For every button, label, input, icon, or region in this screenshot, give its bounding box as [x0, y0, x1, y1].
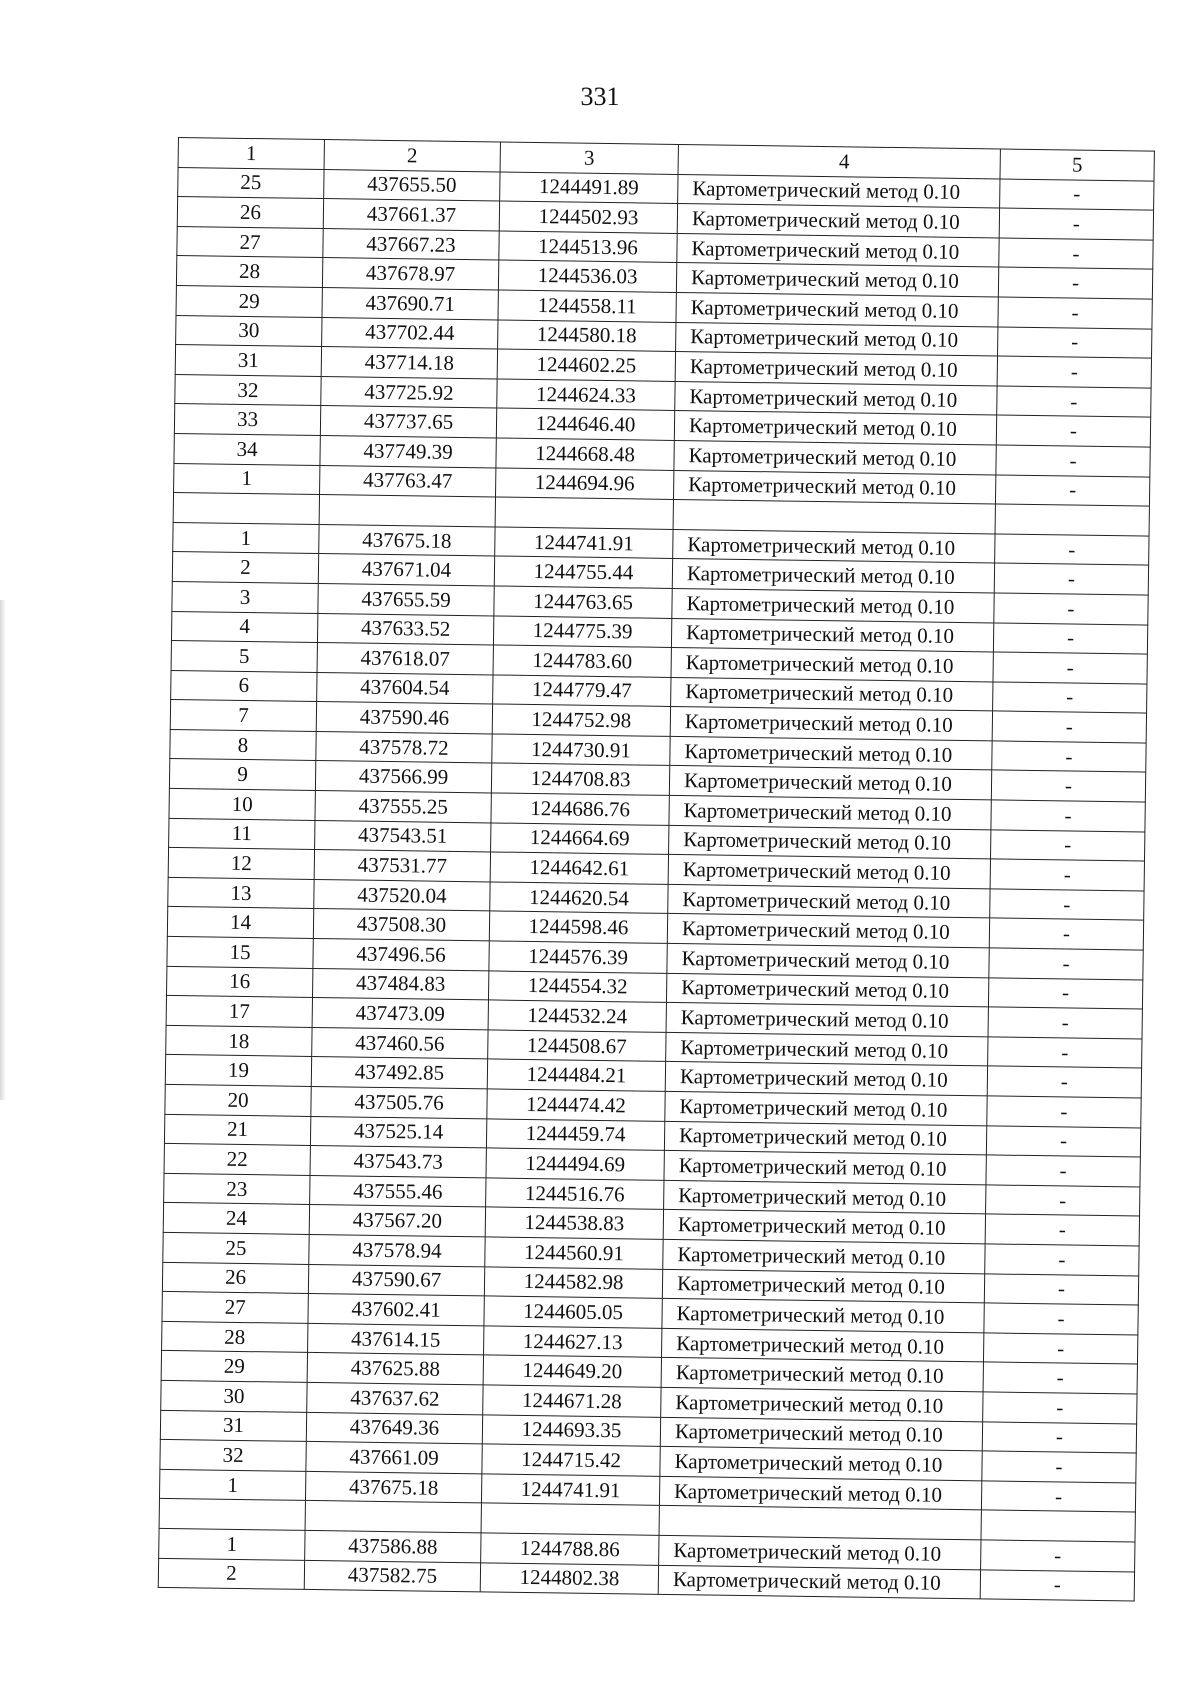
note-cell: -: [994, 563, 1148, 595]
note-cell: -: [998, 327, 1152, 359]
note-cell: -: [990, 830, 1144, 862]
y-coordinate-cell: 1244513.96: [499, 231, 677, 263]
y-coordinate-cell: 1244576.39: [489, 941, 667, 973]
method-cell: Картометрический метод 0.10: [660, 1417, 982, 1451]
y-coordinate-cell: 1244642.61: [490, 852, 668, 884]
note-cell: -: [999, 208, 1153, 240]
x-coordinate-cell: 437590.67: [308, 1264, 484, 1296]
y-coordinate-cell: 1244755.44: [494, 556, 672, 588]
y-coordinate-cell: 1244752.98: [492, 704, 670, 736]
point-number-cell: 29: [176, 285, 322, 317]
note-cell: -: [994, 593, 1148, 625]
note-cell: -: [981, 1540, 1135, 1572]
point-number-cell: 1: [174, 463, 320, 495]
point-number-cell: 33: [174, 404, 320, 436]
point-number-cell: 16: [167, 966, 313, 998]
x-coordinate-cell: 437661.09: [306, 1442, 482, 1474]
method-cell: Картометрический метод 0.10: [664, 1151, 986, 1185]
x-coordinate-cell: 437725.92: [321, 376, 497, 408]
coordinates-sheet: [158, 137, 1154, 1602]
point-number-cell: 7: [170, 700, 316, 732]
x-coordinate-cell: [319, 495, 495, 527]
point-number-cell: [173, 493, 319, 525]
y-coordinate-cell: 1244715.42: [482, 1444, 660, 1476]
x-coordinate-cell: 437667.23: [323, 228, 499, 260]
point-number-cell: 31: [160, 1410, 306, 1442]
x-coordinate-cell: 437508.30: [313, 909, 489, 941]
method-cell: Картометрический метод 0.10: [670, 707, 992, 741]
point-number-cell: 3: [172, 581, 318, 613]
x-coordinate-cell: 437492.85: [311, 1057, 487, 1089]
point-number-cell: 2: [158, 1558, 304, 1590]
method-cell: Картометрический метод 0.10: [662, 1299, 984, 1333]
method-cell: Картометрический метод 0.10: [665, 1062, 987, 1096]
y-coordinate-cell: [495, 497, 673, 529]
y-coordinate-cell: 1244605.05: [484, 1296, 662, 1328]
point-number-cell: 8: [170, 729, 316, 761]
point-number-cell: 31: [175, 345, 321, 377]
x-coordinate-cell: 437520.04: [314, 879, 490, 911]
method-cell: Картометрический метод 0.10: [668, 884, 990, 918]
point-number-cell: 26: [162, 1262, 308, 1294]
y-coordinate-cell: 1244538.83: [485, 1207, 663, 1239]
header-cell-5: 5: [1000, 149, 1154, 181]
y-coordinate-cell: 1244741.91: [495, 527, 673, 559]
y-coordinate-cell: 1244779.47: [493, 675, 671, 707]
x-coordinate-cell: 437637.62: [307, 1382, 483, 1414]
x-coordinate-cell: 437661.37: [323, 199, 499, 231]
point-number-cell: 11: [169, 818, 315, 850]
x-coordinate-cell: 437586.88: [305, 1530, 481, 1562]
x-coordinate-cell: 437531.77: [314, 850, 490, 882]
y-coordinate-cell: 1244474.42: [487, 1089, 665, 1121]
point-number-cell: 12: [168, 848, 314, 880]
x-coordinate-cell: 437671.04: [318, 554, 494, 586]
y-coordinate-cell: 1244763.65: [494, 586, 672, 618]
x-coordinate-cell: 437525.14: [310, 1116, 486, 1148]
note-cell: -: [983, 1333, 1137, 1365]
method-cell: Картометрический метод 0.10: [678, 174, 1000, 208]
method-cell: Картометрический метод 0.10: [668, 855, 990, 889]
method-cell: Картометрический метод 0.10: [676, 263, 998, 297]
y-coordinate-cell: 1244775.39: [493, 615, 671, 647]
point-number-cell: 28: [176, 256, 322, 288]
y-coordinate-cell: 1244668.48: [496, 438, 674, 470]
x-coordinate-cell: 437566.99: [315, 761, 491, 793]
note-cell: -: [982, 1451, 1136, 1483]
point-number-cell: 23: [164, 1173, 310, 1205]
x-coordinate-cell: 437602.41: [308, 1294, 484, 1326]
y-coordinate-cell: 1244598.46: [489, 911, 667, 943]
note-cell: -: [988, 978, 1142, 1010]
method-cell: Картометрический метод 0.10: [676, 322, 998, 356]
note-cell: -: [985, 1214, 1139, 1246]
x-coordinate-cell: 437496.56: [313, 938, 489, 970]
note-cell: -: [997, 386, 1151, 418]
y-coordinate-cell: 1244508.67: [488, 1030, 666, 1062]
y-coordinate-cell: 1244788.86: [481, 1533, 659, 1565]
point-number-cell: 2: [172, 552, 318, 584]
method-cell: Картометрический метод 0.10: [659, 1476, 981, 1510]
point-number-cell: 18: [166, 1025, 312, 1057]
note-cell: -: [997, 356, 1151, 388]
note-cell: -: [987, 1066, 1141, 1098]
point-number-cell: 24: [163, 1203, 309, 1235]
method-cell: Картометрический метод 0.10: [674, 411, 996, 445]
note-cell: -: [987, 1096, 1141, 1128]
x-coordinate-cell: 437675.18: [319, 524, 495, 556]
header-cell-2: 2: [324, 140, 500, 172]
y-coordinate-cell: 1244558.11: [498, 290, 676, 322]
y-coordinate-cell: 1244502.93: [499, 201, 677, 233]
note-cell: -: [996, 445, 1150, 477]
y-coordinate-cell: 1244494.69: [486, 1148, 664, 1180]
y-coordinate-cell: 1244624.33: [497, 379, 675, 411]
point-number-cell: 15: [167, 936, 313, 968]
note-cell: -: [989, 948, 1143, 980]
point-number-cell: 34: [174, 433, 320, 465]
x-coordinate-cell: 437702.44: [322, 317, 498, 349]
x-coordinate-cell: 437473.09: [312, 998, 488, 1030]
point-number-cell: 9: [169, 759, 315, 791]
x-coordinate-cell: 437582.75: [304, 1560, 480, 1592]
note-cell: -: [989, 918, 1143, 950]
point-number-cell: 29: [161, 1351, 307, 1383]
point-number-cell: 1: [173, 522, 319, 554]
point-number-cell: 14: [167, 907, 313, 939]
y-coordinate-cell: 1244491.89: [500, 172, 678, 204]
note-cell: -: [1000, 179, 1154, 211]
method-cell: Картометрический метод 0.10: [666, 1032, 988, 1066]
x-coordinate-cell: 437578.94: [309, 1234, 485, 1266]
method-cell: Картометрический метод 0.10: [667, 943, 989, 977]
method-cell: Картометрический метод 0.10: [673, 529, 995, 563]
x-coordinate-cell: 437460.56: [312, 1027, 488, 1059]
note-cell: -: [999, 238, 1153, 270]
method-cell: Картометрический метод 0.10: [670, 736, 992, 770]
note-cell: -: [993, 682, 1147, 714]
point-number-cell: 32: [160, 1440, 306, 1472]
coordinates-table: [158, 137, 1155, 1602]
method-cell: Картометрический метод 0.10: [671, 648, 993, 682]
note-cell: [995, 504, 1149, 536]
x-coordinate-cell: 437749.39: [320, 435, 496, 467]
point-number-cell: 25: [178, 167, 324, 199]
y-coordinate-cell: 1244741.91: [481, 1474, 659, 1506]
method-cell: Картометрический метод 0.10: [662, 1269, 984, 1303]
method-cell: Картометрический метод 0.10: [672, 588, 994, 622]
note-cell: -: [995, 474, 1149, 506]
note-cell: -: [986, 1185, 1140, 1217]
point-number-cell: 32: [175, 374, 321, 406]
method-cell: Картометрический метод 0.10: [672, 559, 994, 593]
y-coordinate-cell: 1244686.76: [491, 793, 669, 825]
point-number-cell: 13: [168, 877, 314, 909]
x-coordinate-cell: 437590.46: [316, 702, 492, 734]
method-cell: Картометрический метод 0.10: [669, 766, 991, 800]
y-coordinate-cell: 1244627.13: [484, 1326, 662, 1358]
x-coordinate-cell: 437649.36: [306, 1412, 482, 1444]
note-cell: -: [990, 889, 1144, 921]
y-coordinate-cell: 1244602.25: [497, 349, 675, 381]
method-cell: Картометрический метод 0.10: [664, 1180, 986, 1214]
method-cell: Картометрический метод 0.10: [661, 1358, 983, 1392]
method-cell: Картометрический метод 0.10: [666, 1003, 988, 1037]
point-number-cell: 20: [165, 1084, 311, 1116]
x-coordinate-cell: 437625.88: [307, 1353, 483, 1385]
note-cell: -: [993, 652, 1147, 684]
point-number-cell: 6: [171, 670, 317, 702]
y-coordinate-cell: 1244783.60: [493, 645, 671, 677]
note-cell: -: [980, 1569, 1134, 1601]
x-coordinate-cell: [305, 1501, 481, 1533]
point-number-cell: [159, 1499, 305, 1531]
x-coordinate-cell: 437604.54: [317, 672, 493, 704]
x-coordinate-cell: 437678.97: [322, 258, 498, 290]
point-number-cell: 19: [165, 1055, 311, 1087]
x-coordinate-cell: 437763.47: [320, 465, 496, 497]
point-number-cell: 30: [161, 1380, 307, 1412]
note-cell: -: [988, 1037, 1142, 1069]
method-cell: Картометрический метод 0.10: [677, 233, 999, 267]
y-coordinate-cell: 1244580.18: [498, 320, 676, 352]
point-number-cell: 17: [166, 996, 312, 1028]
note-cell: -: [984, 1303, 1138, 1335]
y-coordinate-cell: 1244560.91: [485, 1237, 663, 1269]
y-coordinate-cell: 1244649.20: [483, 1355, 661, 1387]
note-cell: -: [986, 1155, 1140, 1187]
x-coordinate-cell: 437690.71: [322, 287, 498, 319]
point-number-cell: 28: [162, 1321, 308, 1353]
x-coordinate-cell: 437578.72: [316, 731, 492, 763]
y-coordinate-cell: 1244802.38: [480, 1562, 658, 1594]
method-cell: Картометрический метод 0.10: [665, 1091, 987, 1125]
note-cell: -: [991, 770, 1145, 802]
point-number-cell: 1: [159, 1528, 305, 1560]
x-coordinate-cell: 437543.73: [310, 1146, 486, 1178]
note-cell: -: [986, 1125, 1140, 1157]
y-coordinate-cell: 1244516.76: [486, 1178, 664, 1210]
note-cell: -: [992, 741, 1146, 773]
x-coordinate-cell: 437618.07: [317, 643, 493, 675]
method-cell: Картометрический метод 0.10: [667, 914, 989, 948]
y-coordinate-cell: 1244484.21: [487, 1059, 665, 1091]
x-coordinate-cell: 437675.18: [305, 1471, 481, 1503]
y-coordinate-cell: 1244708.83: [491, 763, 669, 795]
y-coordinate-cell: [481, 1503, 659, 1535]
point-number-cell: 5: [171, 641, 317, 673]
y-coordinate-cell: 1244664.69: [491, 823, 669, 855]
note-cell: -: [985, 1244, 1139, 1276]
y-coordinate-cell: 1244459.74: [486, 1119, 664, 1151]
method-cell: Картометрический метод 0.10: [674, 440, 996, 474]
header-cell-4: 4: [678, 144, 1000, 178]
note-cell: -: [995, 534, 1149, 566]
method-cell: Картометрический метод 0.10: [659, 1535, 981, 1569]
note-cell: -: [990, 859, 1144, 891]
y-coordinate-cell: 1244646.40: [496, 408, 674, 440]
x-coordinate-cell: 437543.51: [315, 820, 491, 852]
method-cell: [659, 1506, 981, 1540]
header-cell-1: 1: [178, 138, 324, 170]
note-cell: -: [983, 1392, 1137, 1424]
x-coordinate-cell: 437714.18: [321, 347, 497, 379]
y-coordinate-cell: 1244693.35: [482, 1414, 660, 1446]
x-coordinate-cell: 437505.76: [311, 1086, 487, 1118]
y-coordinate-cell: 1244730.91: [492, 734, 670, 766]
method-cell: Картометрический метод 0.10: [676, 292, 998, 326]
method-cell: Картометрический метод 0.10: [663, 1210, 985, 1244]
y-coordinate-cell: 1244620.54: [490, 882, 668, 914]
y-coordinate-cell: 1244582.98: [484, 1266, 662, 1298]
point-number-cell: 22: [164, 1144, 310, 1176]
point-number-cell: 4: [171, 611, 317, 643]
x-coordinate-cell: 437633.52: [317, 613, 493, 645]
note-cell: -: [991, 800, 1145, 832]
y-coordinate-cell: 1244536.03: [498, 260, 676, 292]
note-cell: -: [996, 415, 1150, 447]
point-number-cell: 10: [169, 789, 315, 821]
note-cell: -: [983, 1362, 1137, 1394]
point-number-cell: 27: [177, 226, 323, 258]
note-cell: -: [981, 1481, 1135, 1513]
point-number-cell: 25: [163, 1232, 309, 1264]
method-cell: Картометрический метод 0.10: [658, 1565, 980, 1599]
y-coordinate-cell: 1244554.32: [488, 971, 666, 1003]
header-cell-3: 3: [500, 142, 678, 174]
y-coordinate-cell: 1244532.24: [488, 1000, 666, 1032]
method-cell: Картометрический метод 0.10: [675, 352, 997, 386]
note-cell: -: [998, 297, 1152, 329]
method-cell: Картометрический метод 0.10: [669, 795, 991, 829]
method-cell: Картометрический метод 0.10: [669, 825, 991, 859]
note-cell: -: [998, 267, 1152, 299]
scan-shadow-edge: [0, 600, 6, 1100]
x-coordinate-cell: 437655.50: [324, 169, 500, 201]
x-coordinate-cell: 437555.25: [315, 791, 491, 823]
x-coordinate-cell: 437614.15: [308, 1323, 484, 1355]
point-number-cell: 26: [177, 197, 323, 229]
point-number-cell: 30: [176, 315, 322, 347]
method-cell: Картометрический метод 0.10: [671, 618, 993, 652]
note-cell: -: [988, 1007, 1142, 1039]
method-cell: Картометрический метод 0.10: [666, 973, 988, 1007]
x-coordinate-cell: 437655.59: [318, 583, 494, 615]
coordinates-table-body: [158, 138, 1154, 1602]
method-cell: Картометрический метод 0.10: [677, 204, 999, 238]
page-number: 331: [580, 82, 620, 111]
x-coordinate-cell: 437484.83: [312, 968, 488, 1000]
y-coordinate-cell: 1244671.28: [483, 1385, 661, 1417]
note-cell: -: [984, 1273, 1138, 1305]
method-cell: [673, 500, 995, 534]
x-coordinate-cell: 437737.65: [320, 406, 496, 438]
point-number-cell: 21: [164, 1114, 310, 1146]
method-cell: Картометрический метод 0.10: [671, 677, 993, 711]
method-cell: Картометрический метод 0.10: [675, 381, 997, 415]
method-cell: Картометрический метод 0.10: [661, 1387, 983, 1421]
y-coordinate-cell: 1244694.96: [496, 468, 674, 500]
method-cell: Картометрический метод 0.10: [662, 1328, 984, 1362]
x-coordinate-cell: 437567.20: [309, 1205, 485, 1237]
point-number-cell: 27: [162, 1292, 308, 1324]
method-cell: Картометрический метод 0.10: [660, 1446, 982, 1480]
method-cell: Картометрический метод 0.10: [664, 1121, 986, 1155]
note-cell: -: [982, 1421, 1136, 1453]
note-cell: [981, 1510, 1135, 1542]
note-cell: -: [992, 711, 1146, 743]
x-coordinate-cell: 437555.46: [310, 1175, 486, 1207]
point-number-cell: 1: [159, 1469, 305, 1501]
method-cell: Картометрический метод 0.10: [663, 1239, 985, 1273]
method-cell: Картометрический метод 0.10: [673, 470, 995, 504]
note-cell: -: [993, 622, 1147, 654]
